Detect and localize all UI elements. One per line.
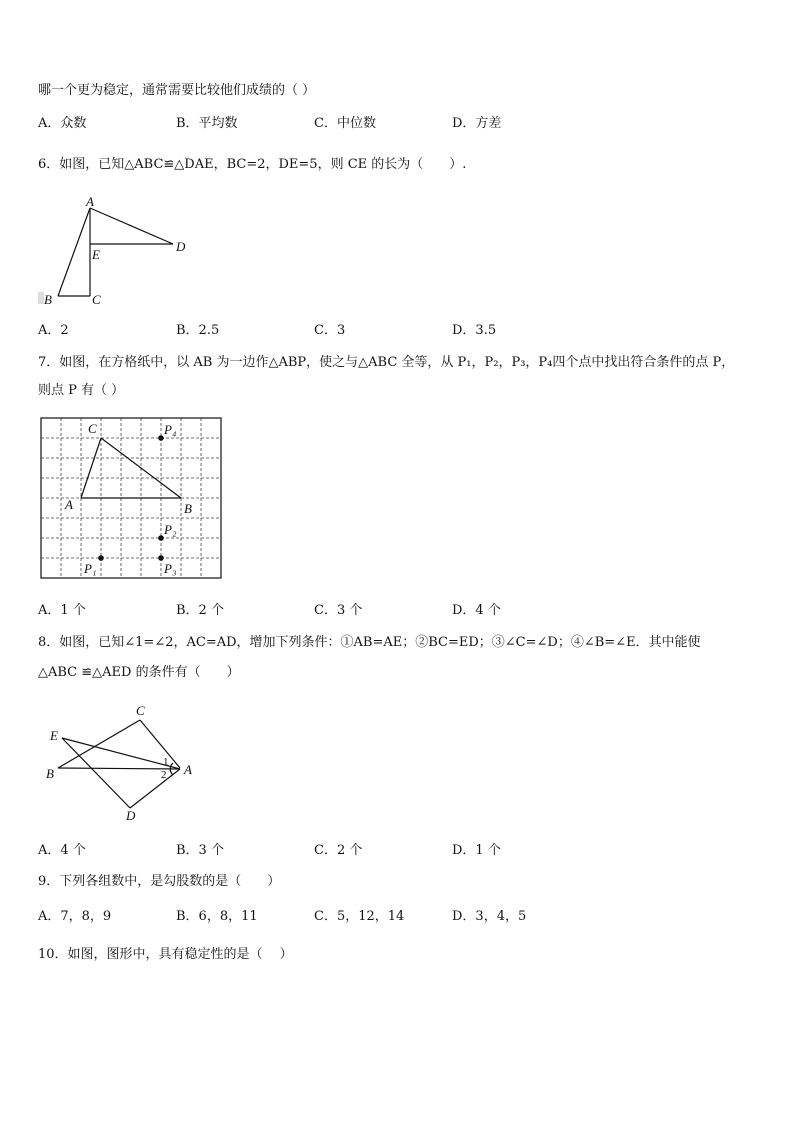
q8-label-d: D	[126, 808, 136, 823]
q6-label-a: A	[86, 194, 94, 209]
q8-option-b: B．3 个	[176, 843, 224, 858]
q7-label-p4: P₄	[164, 422, 177, 437]
q7-point-p2	[158, 535, 164, 541]
q8-segment-bc	[58, 720, 140, 768]
q7-grid-figure	[38, 415, 224, 581]
q7-label-a: A	[65, 497, 73, 512]
q7-option-c: C．3 个	[314, 603, 363, 618]
q7-label-p3: P₃	[164, 561, 177, 576]
q8-option-d: D．1 个	[452, 843, 501, 858]
q6-figure	[30, 188, 210, 313]
q5-option-d: D．方差	[452, 116, 502, 131]
q5-option-c: C．中位数	[314, 116, 376, 131]
q8-segment-ed	[62, 738, 130, 808]
q6-option-a: A．2	[38, 323, 69, 338]
q6-segment-ad	[90, 208, 173, 244]
q7-option-b: B．2 个	[176, 603, 224, 618]
q7-option-a: A．1 个	[38, 603, 86, 618]
q8-label-a: A	[184, 762, 192, 777]
q9-option-a: A．7，8，9	[38, 909, 112, 924]
q8-option-c: C．2 个	[314, 843, 363, 858]
q9-option-c: C．5，12，14	[314, 909, 405, 924]
q6-stem: 6．如图，已知△ABC≌△DAE，BC=2，DE=5，则 CE 的长为（ ）.	[38, 157, 467, 172]
q6-segment-ab	[58, 208, 90, 296]
q7-stem-line1: 7．如图，在方格纸中，以 AB 为一边作△ABP，使之与△ABC 全等，从 P₁，P₂，P₃，P₄四个点中找出符合条件的点 P，	[38, 355, 735, 370]
q9-option-d: D．3，4，5	[452, 909, 527, 924]
q6-label-c: C	[92, 292, 101, 307]
q8-option-a: A．4 个	[38, 843, 86, 858]
q6-label-d: D	[176, 239, 186, 254]
q5-stem: 哪一个更为稳定，通常需要比较他们成绩的（ ）	[38, 83, 316, 98]
q7-label-c: C	[88, 421, 97, 436]
q8-label-angle2: 2	[161, 769, 167, 781]
q7-label-p2: P₂	[164, 522, 177, 537]
q8-figure	[40, 702, 210, 824]
q7-label-p1: P₁	[84, 561, 97, 576]
q8-stem-line2: △ABC ≌△AED 的条件有（ ）	[38, 665, 240, 680]
q7-label-b: B	[184, 501, 192, 516]
q6-option-b: B．2.5	[176, 323, 220, 338]
q8-stem-line1: 8．如图，已知∠1=∠2，AC=AD，增加下列条件：①AB=AE；②BC=ED；③∠C=∠D；④∠B=∠E．其中能使	[38, 635, 701, 650]
q6-label-b: B	[44, 292, 52, 307]
q5-option-b: B．平均数	[176, 116, 238, 131]
q7-stem-line2: 则点 P 有（ ）	[38, 383, 125, 398]
q9-stem: 9．下列各组数中，是勾股数的是（ ）	[38, 874, 281, 889]
q8-segment-ca	[140, 720, 180, 768]
q8-label-e: E	[50, 728, 58, 743]
q7-point-p4	[158, 435, 164, 441]
q8-label-b: B	[46, 766, 54, 781]
q9-option-b: B．6，8，11	[176, 909, 258, 924]
q7-segment-ac	[81, 438, 101, 498]
q6-label-e: E	[92, 247, 100, 262]
q5-option-a: A．众数	[38, 116, 87, 131]
q7-point-p1	[98, 555, 104, 561]
q10-stem: 10．如图，图形中，具有稳定性的是（ ）	[38, 947, 293, 962]
q7-point-p3	[158, 555, 164, 561]
q8-label-c: C	[136, 703, 145, 718]
q6-option-c: C．3	[314, 323, 346, 338]
q7-option-d: D．4 个	[452, 603, 501, 618]
q6-option-d: D．3.5	[452, 323, 497, 338]
q8-label-angle1: 1	[163, 756, 169, 768]
